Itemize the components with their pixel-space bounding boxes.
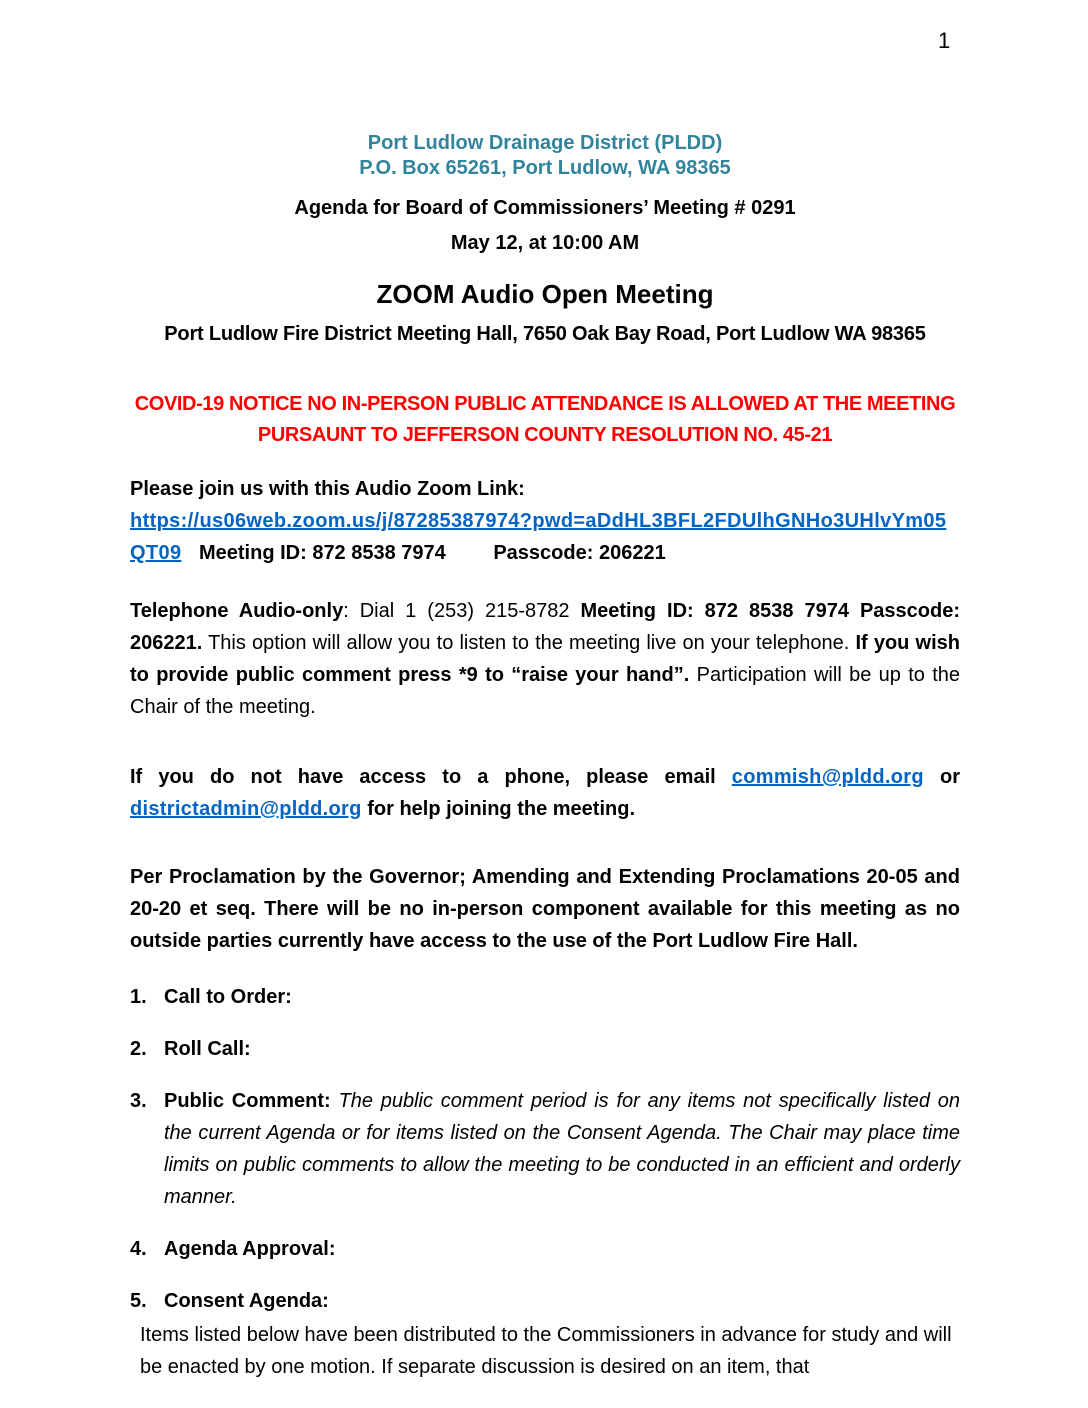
zoom-meeting-link[interactable]: https://us06web.zoom.us/j/87285387974?pwd=aDdHL3BFL2FDUlhGNHo3UHlvYm05QT09 <box>130 510 947 564</box>
meeting-type-heading: ZOOM Audio Open Meeting <box>376 279 714 309</box>
commish-email-link[interactable]: commish@pldd.org <box>731 766 924 788</box>
text-segment: Telephone Audio-only <box>130 600 344 622</box>
item-title: Call to Order: <box>164 986 292 1008</box>
text-segment: If you wish to provide public comment press *9 to “raise your hand”. <box>130 632 960 686</box>
item-number: 4. <box>130 1238 147 1260</box>
agenda-item-public-comment <box>130 1085 960 1213</box>
text-segment: If you do not have access to a phone, please email <box>130 766 732 788</box>
consent-agenda-note: Items listed below have been distributed to the Commissioners in advance for study and will be enacted by one motion. If separate discussion is desired on an item, that <box>140 1324 952 1378</box>
meeting-datetime: May 12, at 10:00 AM <box>450 232 640 254</box>
covid-notice: COVID-19 NOTICE NO IN-PERSON PUBLIC ATTENDANCE IS ALLOWED AT THE MEETING PURSAUNT TO JEFFERSON COUNTY RESOLUTION NO. 45-21 <box>134 393 956 446</box>
item-number: 2. <box>130 1038 147 1060</box>
telephone-instructions <box>130 595 960 723</box>
document-content <box>130 131 960 1383</box>
agenda-item-call-to-order <box>130 981 960 1013</box>
text-segment: This option will allow you to listen to the meeting live on your telephone. <box>202 632 856 654</box>
email-help-paragraph <box>130 761 960 825</box>
text-segment: Public Comment: <box>164 1090 339 1112</box>
item-title: Consent Agenda: <box>164 1290 329 1312</box>
agenda-item-agenda-approval <box>130 1233 960 1265</box>
text-segment: The public comment period is for any items not specifically listed on the current Agenda or for items listed on the Consent Agenda. The Chair may place time limits on public comments to allow the meeting to be conducted in an efficient and orderly manner. <box>164 1090 960 1208</box>
text-segment: for help joining the meeting. <box>361 798 636 820</box>
meeting-location: Port Ludlow Fire District Meeting Hall, 7650 Oak Bay Road, Port Ludlow WA 98365 <box>164 323 926 345</box>
text-segment: or <box>923 766 961 788</box>
text-segment: : Dial 1 (253) 215-8782 <box>343 600 581 622</box>
text-segment: Participation will be up to the Chair of the meeting. <box>130 664 960 718</box>
proclamation-paragraph: Per Proclamation by the Governor; Amending and Extending Proclamations 20-05 and 20-20 et seq. There will be no in-person component available for this meeting as no outside parties currently have access to the use of the Port Ludlow Fire Hall. <box>130 866 960 952</box>
org-address: P.O. Box 65261, Port Ludlow, WA 98365 <box>359 157 731 179</box>
org-name: Port Ludlow Drainage District (PLDD) <box>367 132 723 154</box>
agenda-item-consent-agenda <box>130 1285 960 1317</box>
districtadmin-email-link[interactable]: districtadmin@pldd.org <box>130 798 362 820</box>
item-number: 3. <box>130 1090 147 1112</box>
meeting-id-label: Meeting ID: 872 8538 7974 <box>198 542 446 564</box>
page-number: 1 <box>938 28 951 53</box>
item-title: Roll Call: <box>164 1038 251 1060</box>
passcode-label: Passcode: 206221 <box>493 542 666 564</box>
agenda-title: Agenda for Board of Commissioners’ Meeting # 0291 <box>294 197 796 219</box>
agenda-item-roll-call <box>130 1033 960 1065</box>
zoom-link-block <box>130 505 960 569</box>
item-number: 1. <box>130 986 147 1008</box>
item-number: 5. <box>130 1290 147 1312</box>
zoom-link-intro: Please join us with this Audio Zoom Link: <box>130 478 525 500</box>
item-body <box>164 1085 960 1213</box>
item-title: Agenda Approval: <box>164 1238 336 1260</box>
text-segment: Meeting ID: 872 8538 7974 Passcode: 206221. <box>130 600 961 654</box>
agenda-list <box>130 981 960 1383</box>
